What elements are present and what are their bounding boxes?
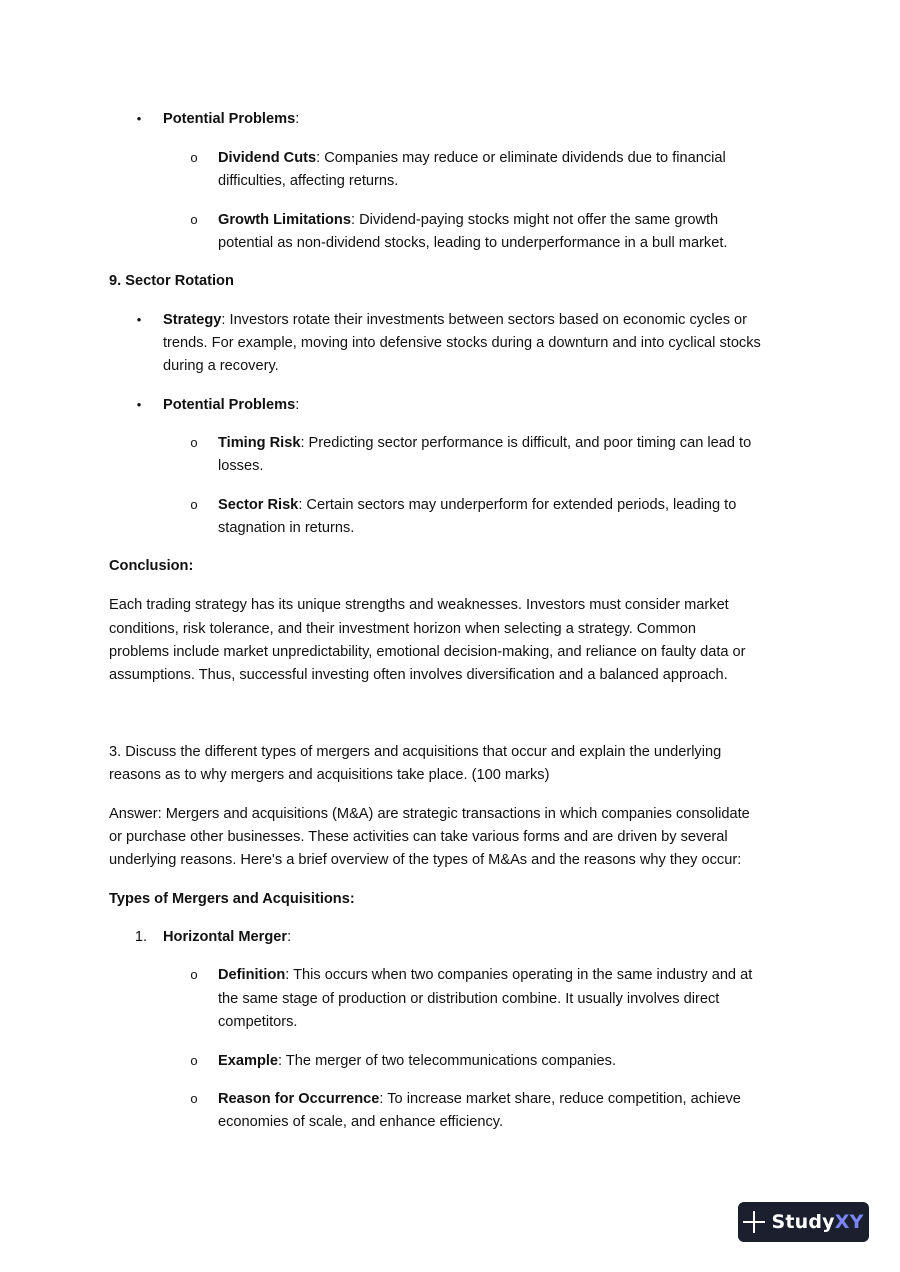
paragraph-line: Each trading strategy has its unique strengths and weaknesses. Investors must consider market [109, 597, 729, 613]
section-heading: Conclusion: [109, 558, 194, 574]
list-item-continuation: potential as non-dividend stocks, leading to underperformance in a bull market. [218, 235, 728, 251]
list-item: Growth Limitations: Dividend-paying stocks might not offer the same growth [218, 212, 719, 228]
section-heading: Types of Mergers and Acquisitions: [109, 891, 355, 907]
list-item-continuation: during a recovery. [163, 358, 279, 374]
list-item-continuation: economies of scale, and enhance efficiency. [218, 1114, 504, 1130]
section-label: Potential Problems: [163, 111, 300, 127]
list-item-continuation: the same stage of production or distribution combine. It usually involves direct [218, 991, 720, 1007]
question-line: reasons as to why mergers and acquisitions take place. (100 marks) [109, 767, 550, 783]
list-item: Definition: This occurs when two companies operating in the same industry and at [218, 967, 753, 983]
bullet-icon: • [136, 111, 142, 126]
bullet-icon: • [136, 312, 142, 327]
section-heading: 9. Sector Rotation [109, 273, 234, 289]
list-item: Strategy: Investors rotate their investments between sectors based on economic cycles or [163, 312, 748, 328]
answer-line: underlying reasons. Here's a brief overview of the types of M&As and the reasons why they occur: [109, 852, 742, 868]
list-item-continuation: trends. For example, moving into defensive stocks during a downturn and into cyclical stocks [163, 335, 761, 351]
sub-bullet-icon: o [190, 1091, 198, 1106]
section-label: Potential Problems: [163, 397, 300, 413]
paragraph-line: problems include market unpredictability, emotional decision-making, and reliance on faulty data or [109, 644, 746, 660]
sub-bullet-icon: o [190, 435, 198, 450]
studyxy-logo [738, 1202, 869, 1242]
plus-icon [743, 1211, 765, 1233]
sub-bullet-icon: o [190, 150, 198, 165]
sub-bullet-icon: o [190, 497, 198, 512]
list-number: 1. [134, 929, 148, 945]
list-item: Dividend Cuts: Companies may reduce or eliminate dividends due to financial [218, 150, 726, 166]
sub-bullet-icon: o [190, 967, 198, 982]
list-item: Reason for Occurrence: To increase market share, reduce competition, achieve [218, 1091, 741, 1107]
list-item-continuation: stagnation in returns. [218, 520, 355, 536]
list-item-continuation: losses. [218, 458, 264, 474]
answer-line: or purchase other businesses. These activities can take various forms and are driven by several [109, 829, 728, 845]
bullet-icon: • [136, 397, 142, 412]
logo-wordmark: StudyXY [771, 1211, 864, 1233]
section-label: Horizontal Merger: [163, 929, 292, 945]
answer-line: Answer: Mergers and acquisitions (M&A) are strategic transactions in which companies consolidate [109, 806, 750, 822]
list-item-continuation: competitors. [218, 1014, 298, 1030]
paragraph-line: assumptions. Thus, successful investing often involves diversification and a balanced approach. [109, 667, 728, 683]
paragraph-line: conditions, risk tolerance, and their investment horizon when selecting a strategy. Common [109, 621, 697, 637]
sub-bullet-icon: o [190, 212, 198, 227]
list-item: Sector Risk: Certain sectors may underperform for extended periods, leading to [218, 497, 737, 513]
sub-bullet-icon: o [190, 1053, 198, 1068]
list-item: Example: The merger of two telecommunications companies. [218, 1053, 617, 1069]
list-item: Timing Risk: Predicting sector performance is difficult, and poor timing can lead to [218, 435, 752, 451]
list-item-continuation: difficulties, affecting returns. [218, 173, 399, 189]
question-line: 3. Discuss the different types of mergers and acquisitions that occur and explain the underlying [109, 744, 722, 760]
